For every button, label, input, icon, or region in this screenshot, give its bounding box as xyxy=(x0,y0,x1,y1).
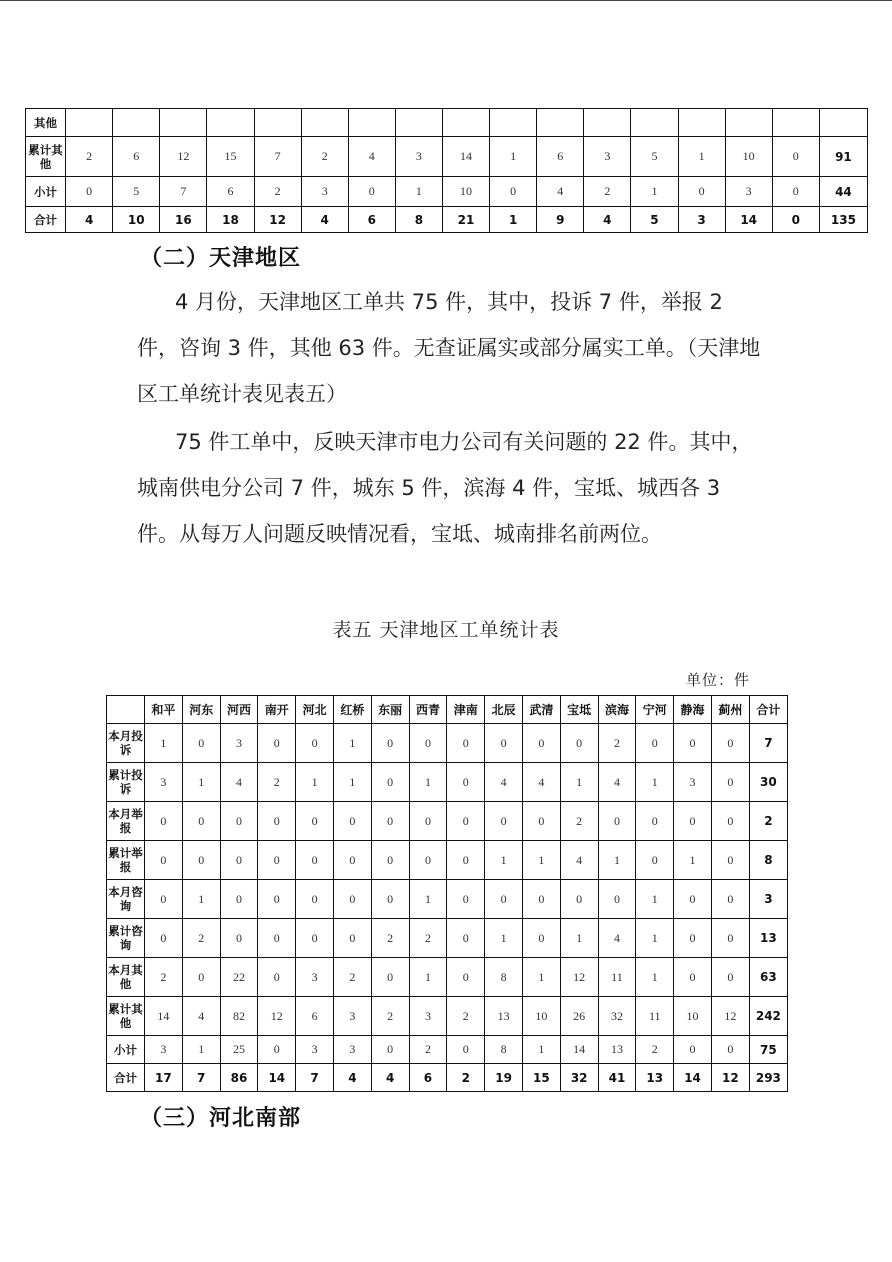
table-cell: 0 xyxy=(145,841,183,880)
table-cell: 1 xyxy=(182,880,220,919)
table-cell: 0 xyxy=(371,958,409,997)
table-cell: 1 xyxy=(522,841,560,880)
table-cell xyxy=(301,109,348,137)
table-cell: 2 xyxy=(409,919,447,958)
table-cell: 12 xyxy=(254,207,301,233)
row-label: 本月其他 xyxy=(107,958,145,997)
table-cell: 6 xyxy=(207,177,254,207)
column-header: 津南 xyxy=(447,696,485,724)
row-label: 小计 xyxy=(107,1036,145,1064)
row-label: 其他 xyxy=(26,109,66,137)
table-cell: 0 xyxy=(447,841,485,880)
table-cell: 0 xyxy=(296,724,334,763)
table-cell: 6 xyxy=(296,997,334,1036)
table-cell: 0 xyxy=(772,177,819,207)
table-cell: 2 xyxy=(145,958,183,997)
table-row xyxy=(26,137,868,177)
column-header: 蓟州 xyxy=(711,696,749,724)
table-cell xyxy=(348,109,395,137)
table-cell: 0 xyxy=(182,841,220,880)
table-cell xyxy=(490,109,537,137)
row-label: 合计 xyxy=(26,207,66,233)
table-cell: 0 xyxy=(674,919,712,958)
row-label: 累计其他 xyxy=(26,137,66,177)
table-cell: 0 xyxy=(409,724,447,763)
table-cell: 0 xyxy=(636,841,674,880)
column-header: 南开 xyxy=(258,696,296,724)
table-cell: 2 xyxy=(447,1064,485,1092)
table-cell: 1 xyxy=(409,958,447,997)
table-cell: 8 xyxy=(485,1036,523,1064)
column-header: 合计 xyxy=(749,696,787,724)
table-cell: 3 xyxy=(301,177,348,207)
table-cell: 0 xyxy=(674,958,712,997)
table-cell: 32 xyxy=(598,997,636,1036)
table-cell: 0 xyxy=(490,177,537,207)
table-cell: 1 xyxy=(182,763,220,802)
table-cell: 4 xyxy=(66,207,113,233)
row-total: 63 xyxy=(749,958,787,997)
table-cell: 2 xyxy=(598,724,636,763)
table-cell: 1 xyxy=(636,919,674,958)
table-cell: 25 xyxy=(220,1036,258,1064)
table-cell: 2 xyxy=(636,1036,674,1064)
table-cell: 12 xyxy=(711,1064,749,1092)
table-cell: 4 xyxy=(537,177,584,207)
table-cell: 0 xyxy=(711,763,749,802)
table-cell: 0 xyxy=(182,958,220,997)
row-total: 135 xyxy=(819,207,867,233)
table-cell: 0 xyxy=(333,841,371,880)
table-cell: 0 xyxy=(220,802,258,841)
table-cell: 0 xyxy=(258,802,296,841)
table-cell: 14 xyxy=(258,1064,296,1092)
table-row xyxy=(26,109,868,137)
table-cell: 2 xyxy=(447,997,485,1036)
table-cell: 6 xyxy=(409,1064,447,1092)
table-cell: 7 xyxy=(160,177,207,207)
table-cell: 0 xyxy=(560,724,598,763)
table-cell: 8 xyxy=(395,207,442,233)
table-cell: 13 xyxy=(598,1036,636,1064)
table-cell: 2 xyxy=(371,919,409,958)
table-cell: 4 xyxy=(182,997,220,1036)
table-cell: 2 xyxy=(301,137,348,177)
table-cell: 26 xyxy=(560,997,598,1036)
table-cell: 1 xyxy=(636,880,674,919)
column-header: 宁河 xyxy=(636,696,674,724)
table-cell: 6 xyxy=(537,137,584,177)
table-cell: 6 xyxy=(348,207,395,233)
table-cell: 0 xyxy=(296,802,334,841)
table-cell: 0 xyxy=(485,880,523,919)
table-cell: 0 xyxy=(447,724,485,763)
column-header: 西青 xyxy=(409,696,447,724)
table-cell: 4 xyxy=(348,137,395,177)
table-cell: 0 xyxy=(371,724,409,763)
row-total: 8 xyxy=(749,841,787,880)
table-cell: 4 xyxy=(598,763,636,802)
table5-caption: 表五 天津地区工单统计表 xyxy=(332,619,560,641)
table-cell: 0 xyxy=(711,724,749,763)
table-cell: 1 xyxy=(333,763,371,802)
table-cell: 5 xyxy=(631,207,678,233)
table-cell: 0 xyxy=(560,880,598,919)
table-cell: 1 xyxy=(636,958,674,997)
table-cell: 1 xyxy=(598,841,636,880)
row-total: 242 xyxy=(749,997,787,1036)
table-cell: 1 xyxy=(395,177,442,207)
table-cell: 0 xyxy=(711,1036,749,1064)
column-header: 河东 xyxy=(182,696,220,724)
table-cell: 0 xyxy=(296,841,334,880)
table-cell: 0 xyxy=(711,919,749,958)
row-label: 合计 xyxy=(107,1064,145,1092)
row-label: 累计举报 xyxy=(107,841,145,880)
table-cell: 7 xyxy=(182,1064,220,1092)
table-cell: 7 xyxy=(254,137,301,177)
table-cell: 1 xyxy=(182,1036,220,1064)
column-header: 红桥 xyxy=(333,696,371,724)
table-cell xyxy=(537,109,584,137)
table-cell: 3 xyxy=(145,1036,183,1064)
table-cell: 1 xyxy=(560,763,598,802)
table-cell: 0 xyxy=(371,802,409,841)
section2-heading: （二）天津地区 xyxy=(140,246,302,271)
table-cell: 18 xyxy=(207,207,254,233)
row-label: 本月举报 xyxy=(107,802,145,841)
table-cell: 15 xyxy=(522,1064,560,1092)
table-cell: 14 xyxy=(560,1036,598,1064)
table-cell: 1 xyxy=(296,763,334,802)
table-cell: 2 xyxy=(409,1036,447,1064)
table-cell: 1 xyxy=(560,919,598,958)
row-total: 30 xyxy=(749,763,787,802)
row-total: 2 xyxy=(749,802,787,841)
table-cell: 2 xyxy=(182,919,220,958)
table-cell xyxy=(772,109,819,137)
table-row xyxy=(107,880,788,919)
table-row xyxy=(107,1036,788,1064)
table-cell: 0 xyxy=(333,880,371,919)
table-cell: 0 xyxy=(522,880,560,919)
table-cell: 14 xyxy=(674,1064,712,1092)
table-cell xyxy=(395,109,442,137)
table-cell: 17 xyxy=(145,1064,183,1092)
table-cell: 3 xyxy=(674,763,712,802)
table-cell: 0 xyxy=(598,880,636,919)
table-cell: 0 xyxy=(485,724,523,763)
table-cell: 0 xyxy=(258,958,296,997)
table-cell: 0 xyxy=(296,919,334,958)
table-cell: 12 xyxy=(711,997,749,1036)
table-cell: 0 xyxy=(258,919,296,958)
table-cell: 0 xyxy=(409,841,447,880)
table-cell xyxy=(207,109,254,137)
table-cell: 12 xyxy=(560,958,598,997)
table-cell: 2 xyxy=(66,137,113,177)
row-total: 75 xyxy=(749,1036,787,1064)
table-cell: 86 xyxy=(220,1064,258,1092)
table-row xyxy=(107,841,788,880)
table-row xyxy=(107,958,788,997)
table-cell: 0 xyxy=(220,880,258,919)
table-cell: 2 xyxy=(258,763,296,802)
table-cell: 1 xyxy=(678,137,725,177)
table-cell: 10 xyxy=(442,177,489,207)
row-total: 7 xyxy=(749,724,787,763)
corner-cell xyxy=(107,696,145,724)
table-cell: 22 xyxy=(220,958,258,997)
column-header: 武清 xyxy=(522,696,560,724)
table-cell: 1 xyxy=(145,724,183,763)
table-cell: 0 xyxy=(447,958,485,997)
table-cell: 32 xyxy=(560,1064,598,1092)
table-cell: 0 xyxy=(371,841,409,880)
table-cell: 4 xyxy=(560,841,598,880)
table-cell: 0 xyxy=(371,1036,409,1064)
table-cell: 0 xyxy=(772,137,819,177)
table-cell: 0 xyxy=(145,919,183,958)
table-cell: 2 xyxy=(560,802,598,841)
table-cell: 10 xyxy=(725,137,772,177)
table-cell: 15 xyxy=(207,137,254,177)
table-cell xyxy=(725,109,772,137)
table-cell: 2 xyxy=(584,177,631,207)
table-cell: 5 xyxy=(631,137,678,177)
table-cell: 0 xyxy=(258,880,296,919)
table-cell: 1 xyxy=(636,763,674,802)
table-cell: 0 xyxy=(220,841,258,880)
table-cell: 0 xyxy=(711,958,749,997)
table-cell: 2 xyxy=(371,997,409,1036)
table-cell: 0 xyxy=(674,724,712,763)
table-cell: 0 xyxy=(447,919,485,958)
table-cell: 82 xyxy=(220,997,258,1036)
table-cell xyxy=(66,109,113,137)
table-cell: 1 xyxy=(490,207,537,233)
table-cell: 0 xyxy=(636,802,674,841)
row-label: 累计其他 xyxy=(107,997,145,1036)
table-cell: 4 xyxy=(522,763,560,802)
table-header-row xyxy=(107,696,788,724)
table-cell: 0 xyxy=(145,802,183,841)
table-cell: 0 xyxy=(258,724,296,763)
table-cell: 13 xyxy=(485,997,523,1036)
column-header: 东丽 xyxy=(371,696,409,724)
table-cell: 5 xyxy=(113,177,160,207)
table-cell: 3 xyxy=(296,958,334,997)
table-row xyxy=(107,919,788,958)
table-cell: 0 xyxy=(447,802,485,841)
table-cell: 12 xyxy=(160,137,207,177)
section2-paragraph-2: 75 件工单中，反映天津市电力公司有关问题的 22 件。其中，城南供电分公司 7 件，城东 5 件，滨海 4 件，宝坻、城西各 3 件。从每万人问题反映情况看，宝坻、城南排名前两位。 xyxy=(137,430,753,546)
row-label: 本月咨询 xyxy=(107,880,145,919)
table-cell: 4 xyxy=(301,207,348,233)
table-cell: 3 xyxy=(584,137,631,177)
table-cell: 4 xyxy=(333,1064,371,1092)
table-cell: 0 xyxy=(772,207,819,233)
table-cell: 9 xyxy=(537,207,584,233)
table4-partial xyxy=(25,108,868,233)
table-row xyxy=(107,802,788,841)
table-cell: 1 xyxy=(409,763,447,802)
table-row xyxy=(107,997,788,1036)
table-cell xyxy=(113,109,160,137)
table-cell: 19 xyxy=(485,1064,523,1092)
table-cell: 3 xyxy=(333,997,371,1036)
table-cell: 3 xyxy=(220,724,258,763)
table-cell: 14 xyxy=(145,997,183,1036)
table-cell: 0 xyxy=(674,1036,712,1064)
table-cell: 0 xyxy=(711,880,749,919)
table-cell: 0 xyxy=(371,763,409,802)
row-label: 小计 xyxy=(26,177,66,207)
table-cell: 0 xyxy=(522,724,560,763)
table-cell: 7 xyxy=(296,1064,334,1092)
table-cell: 3 xyxy=(678,207,725,233)
table-cell: 0 xyxy=(182,802,220,841)
table-cell: 3 xyxy=(333,1036,371,1064)
table-cell: 0 xyxy=(447,763,485,802)
table-cell: 1 xyxy=(631,177,678,207)
table-cell: 14 xyxy=(725,207,772,233)
row-label: 累计咨询 xyxy=(107,919,145,958)
row-total: 13 xyxy=(749,919,787,958)
table-cell: 11 xyxy=(636,997,674,1036)
table-cell: 0 xyxy=(678,177,725,207)
table-cell: 6 xyxy=(113,137,160,177)
table-cell: 0 xyxy=(447,880,485,919)
table-cell: 0 xyxy=(711,802,749,841)
table-cell: 1 xyxy=(333,724,371,763)
table-cell: 4 xyxy=(584,207,631,233)
table-cell xyxy=(442,109,489,137)
table-cell: 0 xyxy=(674,880,712,919)
table-cell: 3 xyxy=(145,763,183,802)
table-cell: 0 xyxy=(711,841,749,880)
table-cell: 1 xyxy=(490,137,537,177)
column-header: 河西 xyxy=(220,696,258,724)
table-cell: 0 xyxy=(333,919,371,958)
table-cell: 2 xyxy=(333,958,371,997)
table-cell xyxy=(160,109,207,137)
table-cell: 4 xyxy=(371,1064,409,1092)
table-cell: 0 xyxy=(636,724,674,763)
table-cell: 21 xyxy=(442,207,489,233)
table-row xyxy=(26,177,868,207)
row-total: 44 xyxy=(819,177,867,207)
table-cell: 0 xyxy=(598,802,636,841)
row-total: 91 xyxy=(819,137,867,177)
table-cell: 1 xyxy=(522,958,560,997)
table-cell: 0 xyxy=(258,1036,296,1064)
table-cell: 11 xyxy=(598,958,636,997)
table-cell: 10 xyxy=(113,207,160,233)
table5-unit: 单位：件 xyxy=(686,671,751,689)
table-cell: 0 xyxy=(220,919,258,958)
table-cell xyxy=(678,109,725,137)
table-cell: 0 xyxy=(522,919,560,958)
table-cell xyxy=(584,109,631,137)
table-row xyxy=(26,207,868,233)
section3-heading: （三）河北南部 xyxy=(140,1106,302,1131)
column-header: 滨海 xyxy=(598,696,636,724)
table-cell: 3 xyxy=(296,1036,334,1064)
column-header: 河北 xyxy=(296,696,334,724)
table-cell: 13 xyxy=(636,1064,674,1092)
table-cell: 0 xyxy=(409,802,447,841)
table-cell: 1 xyxy=(485,841,523,880)
table-row xyxy=(107,1064,788,1092)
table-cell: 4 xyxy=(598,919,636,958)
table-cell: 0 xyxy=(182,724,220,763)
table-cell: 3 xyxy=(725,177,772,207)
row-total: 293 xyxy=(749,1064,787,1092)
table-cell: 1 xyxy=(522,1036,560,1064)
row-total: 3 xyxy=(749,880,787,919)
table-cell: 0 xyxy=(348,177,395,207)
table-cell: 14 xyxy=(442,137,489,177)
row-total xyxy=(819,109,867,137)
table-cell: 0 xyxy=(66,177,113,207)
table-cell: 0 xyxy=(258,841,296,880)
section2-paragraph-1: 4 月份，天津地区工单共 75 件，其中，投诉 7 件，举报 2 件，咨询 3 件，其他 63 件。无查证属实或部分属实工单。（天津地区工单统计表见表五） xyxy=(137,290,761,406)
table-cell: 4 xyxy=(220,763,258,802)
table-cell xyxy=(631,109,678,137)
table-cell: 1 xyxy=(409,880,447,919)
table-cell: 4 xyxy=(485,763,523,802)
table-cell: 8 xyxy=(485,958,523,997)
table-cell: 0 xyxy=(522,802,560,841)
table-cell: 0 xyxy=(296,880,334,919)
row-label: 累计投诉 xyxy=(107,763,145,802)
table-cell: 0 xyxy=(485,802,523,841)
column-header: 北辰 xyxy=(485,696,523,724)
column-header: 宝坻 xyxy=(560,696,598,724)
row-label: 本月投诉 xyxy=(107,724,145,763)
table-cell: 16 xyxy=(160,207,207,233)
table-cell: 1 xyxy=(485,919,523,958)
table-row xyxy=(107,724,788,763)
column-header: 和平 xyxy=(145,696,183,724)
table-cell: 0 xyxy=(333,802,371,841)
table-cell xyxy=(254,109,301,137)
table-cell: 12 xyxy=(258,997,296,1036)
table-cell: 2 xyxy=(254,177,301,207)
column-header: 静海 xyxy=(674,696,712,724)
table-cell: 3 xyxy=(409,997,447,1036)
table-cell: 10 xyxy=(522,997,560,1036)
table-cell: 0 xyxy=(145,880,183,919)
table-row xyxy=(107,763,788,802)
table-cell: 0 xyxy=(674,802,712,841)
table5-tianjin-statistics xyxy=(106,695,788,1092)
table-cell: 1 xyxy=(674,841,712,880)
table-cell: 3 xyxy=(395,137,442,177)
table-cell: 0 xyxy=(447,1036,485,1064)
table-cell: 41 xyxy=(598,1064,636,1092)
table-cell: 0 xyxy=(371,880,409,919)
table-cell: 10 xyxy=(674,997,712,1036)
